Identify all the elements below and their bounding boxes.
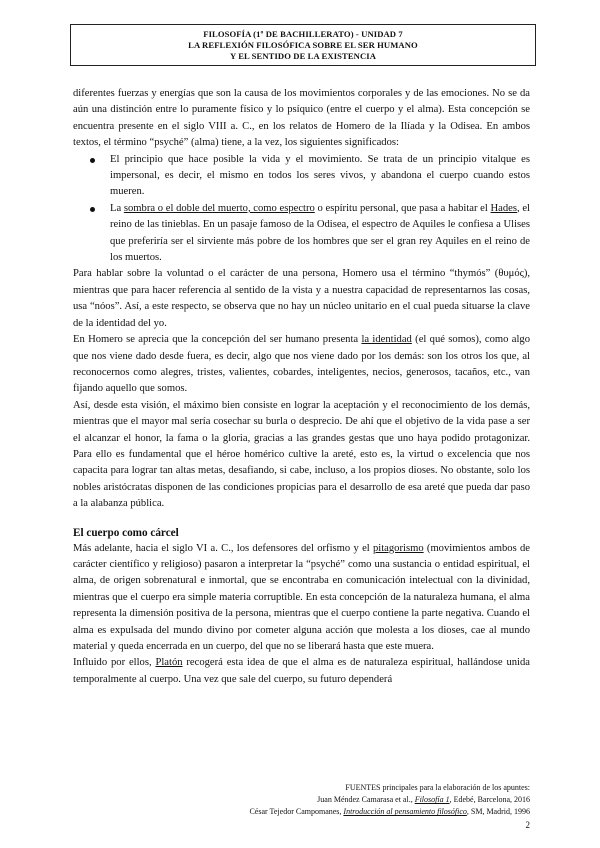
list-item: La sombra o el doble del muerto, como espectro o espíritu personal, que pasa a habitar el Hades, el reino de las tinieblas. En un pasaje famoso de la Odisea, el espectro de Aquiles le confiesa a Ulises que preferiría ser el sirviente más pobre de los hombres que ser el gran rey Aquiles en el reino de los muertos. [73,201,530,267]
document-header [70,24,536,66]
underlined-term-pythagoreanism: pitagorismo [373,542,424,554]
underlined-term-identity: la identidad [361,334,412,346]
header-line-2: LA REFLEXIÓN FILOSÓFICA SOBRE EL SER HUMANO [188,40,418,50]
document-body [73,86,530,688]
bullet-icon [90,158,95,163]
header-line-1: FILOSOFÍA (1º DE BACHILLERATO) - UNIDAD 7 [203,29,403,39]
paragraph-thymos: Para hablar sobre la voluntad o el carácter de una persona, Homero usa el término “thymós” (θυμός), mientras que para hacer referencia al sentido de la vista y a nuestra capacidad de representarnos las cosas, usa “nóos”. Así, a este respecto, se observa que no hay un núcleo unitario en el cual pueda situarse la clave de la identidad del yo. [73,268,530,329]
bullet-icon [90,207,95,212]
psyche-meanings-list [73,152,530,267]
header-line-3: Y EL SENTIDO DE LA EXISTENCIA [229,51,377,61]
list-item: El principio que hace posible la vida y el movimiento. Se trata de un principio vitalque es impersonal, es decir, el mismo en todos los seres vivos, y abandona el cuerpo cuando estos mueren. [73,152,530,201]
underlined-term-plato: Platón [155,657,183,669]
section-title: El cuerpo como cárcel [73,526,179,539]
paragraph-arete: Así, desde esta visión, el máximo bien consiste en lograr la aceptación y el reconocimiento de los demás, mientras que el mayor mal sería cosechar su burla o desprecio. De ahí que el objetivo de la vida pase a ser el alcanzar el honor, la fama o la gloria, gracias a las grandes gestas que uno haya podido protagonizar. Para ello es fundamental que el héroe homérico cultive la areté, esto es, la virtud o excelencia que nos capacita para lograr tan altas metas, desafiando, si cabe, incluso, a los propios dioses. No obstante, solo los nobles aristócratas disponen de las condiciones propicias para el desarrollo de esa areté que pueda dar paso a la alabanza pública. [73,399,530,510]
sources-footer [110,782,530,819]
paragraph-psyche-intro: diferentes fuerzas y energías que son la causa de los movimientos corporales y de las emociones. No se da aún una distinción entre lo puramente físico y lo psíquico (entre el cuerpo y el alma). Esta concepción se encuentra presente en el siglo VIII a. C., en los relatos de Homero de la Ilíada y la Odisea. En ambos textos, el término “psyché” (alma) tiene, a la vez, los siguientes significados: [73,88,530,149]
sources-title: FUENTES principales para la elaboración de los apuntes: [345,783,530,792]
source-2: César Tejedor Campomanes, Introducción al pensamiento filosófico, SM, Madrid, 1996 [249,807,530,817]
source-1: Juan Méndez Camarasa et al., Filosofía 1, Edebé, Barcelona, 2016 [317,795,530,805]
paragraph-identity: En Homero se aprecia que la concepción del ser humano presenta la identidad (el qué somos), como algo que nos viene dado desde fuera, es decir, algo que nos viene dado por los demás: son los otros los que, al reconocernos como alegres, tristes, valientes, cobardes, inteligentes, necios, generosos, tacaños, etc., van fijando aquello que somos. [73,334,530,395]
paragraph-plato: Influido por ellos, Platón recogerá esta idea de que el alma es de naturaleza espiritual, hallándose unida temporalmente al cuerpo. Una vez que sale del cuerpo, su futuro dependerá [73,657,530,685]
underlined-term-hades: Hades [490,202,518,214]
underlined-term: sombra o el doble del muerto, como espectro [123,202,315,214]
page-number: 2 [525,820,530,830]
paragraph-orphism: Más adelante, hacia el siglo VI a. C., los defensores del orfismo y el pitagorismo (movimientos ambos de carácter científico y religioso) pasaron a interpretar la “psyché” como una sustancia o entidad espiritual, el alma, de origen sobrenatural e inmortal, que se encontraba en comunicación intelectual con la divinidad, mientras que el cuerpo era simple materia corruptible. En esta concepción de la naturaleza humana, el alma representa la dimensión positiva de la persona, mientras que el cuerpo contiene la parte negativa. Cuando el alma es expulsada del mundo divino por cometer alguna acción que molesta a los dioses, cae al mundo material y queda encerrada en un cuerpo, del que no se liberará hasta que este muera. [73,542,530,652]
